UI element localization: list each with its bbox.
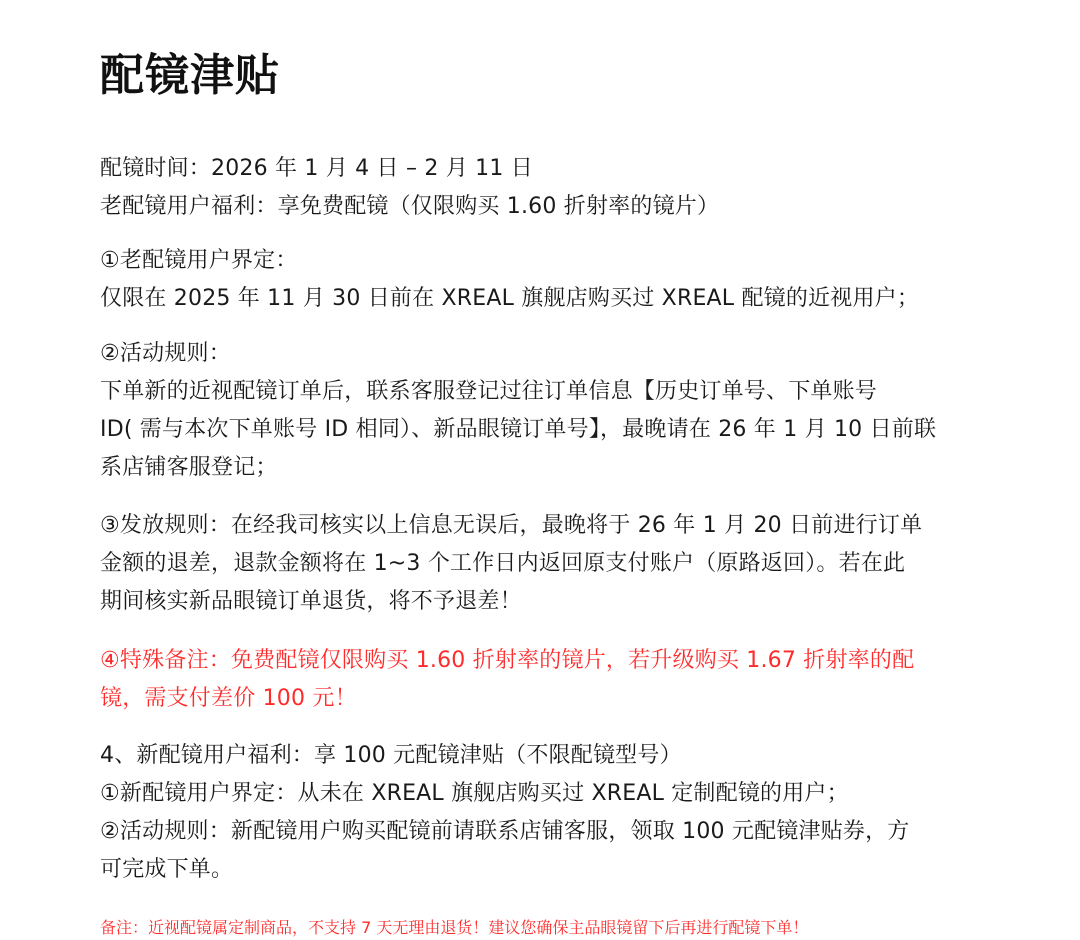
special-note-section xyxy=(100,642,980,718)
activity-rules-text-line-1: 下单新的近视配镜订单后，联系客服登记过往订单信息【历史订单号、下单账号 xyxy=(100,379,878,404)
activity-rules-heading: ②活动规则： xyxy=(100,341,231,366)
special-note-line-1: ④特殊备注：免费配镜仅限购买 1.60 折射率的镜片，若升级购买 1.67 折射率的配 xyxy=(100,648,915,673)
refund-rules-section xyxy=(100,507,980,621)
promotion-period-line: 配镜时间：2026 年 1 月 4 日 – 2 月 11 日 xyxy=(100,156,533,181)
returning-user-definition-text: 仅限在 2025 年 11 月 30 日前在 XREAL 旗舰店购买过 XREAL 配镜的近视用户； xyxy=(100,286,920,311)
new-user-definition-line: ①新配镜用户界定：从未在 XREAL 旗舰店购买过 XREAL 定制配镜的用户； xyxy=(100,781,849,806)
footer-note: 备注：近视配镜属定制商品，不支持 7 天无理由退货！建议您确保主品眼镜留下后再进行配镜下单！ xyxy=(100,918,809,937)
refund-rules-line-3: 期间核实新品眼镜订单退货，将不予退差！ xyxy=(100,589,522,614)
returning-user-definition-section xyxy=(100,242,980,318)
special-note-line-2: 镜，需支付差价 100 元！ xyxy=(100,686,357,711)
new-user-benefit-line: 4、新配镜用户福利：享 100 元配镜津贴（不限配镜型号） xyxy=(100,743,682,768)
activity-rules-section xyxy=(100,335,980,487)
returning-user-benefit-line: 老配镜用户福利：享免费配镜（仅限购买 1.60 折射率的镜片） xyxy=(100,194,720,219)
refund-rules-line-2: 金额的退差，退款金额将在 1~3 个工作日内返回原支付账户（原路返回）。若在此 xyxy=(100,551,906,576)
new-user-rules-line-1: ②活动规则：新配镜用户购买配镜前请联系店铺客服，领取 100 元配镜津贴券，方 xyxy=(100,819,910,844)
activity-rules-text-line-2: ID( 需与本次下单账号 ID 相同）、新品眼镜订单号】，最晚请在 26 年 1 月 10 日前联 xyxy=(100,417,937,442)
page-title: 配镜津贴 xyxy=(100,50,280,101)
returning-user-definition-heading: ①老配镜用户界定： xyxy=(100,248,298,273)
new-user-section xyxy=(100,737,980,889)
new-user-rules-line-2: 可完成下单。 xyxy=(100,857,234,882)
intro-section xyxy=(100,150,980,226)
refund-rules-line-1: ③发放规则：在经我司核实以上信息无误后，最晚将于 26 年 1 月 20 日前进行订单 xyxy=(100,513,923,538)
activity-rules-text-line-3: 系店铺客服登记； xyxy=(100,455,278,480)
